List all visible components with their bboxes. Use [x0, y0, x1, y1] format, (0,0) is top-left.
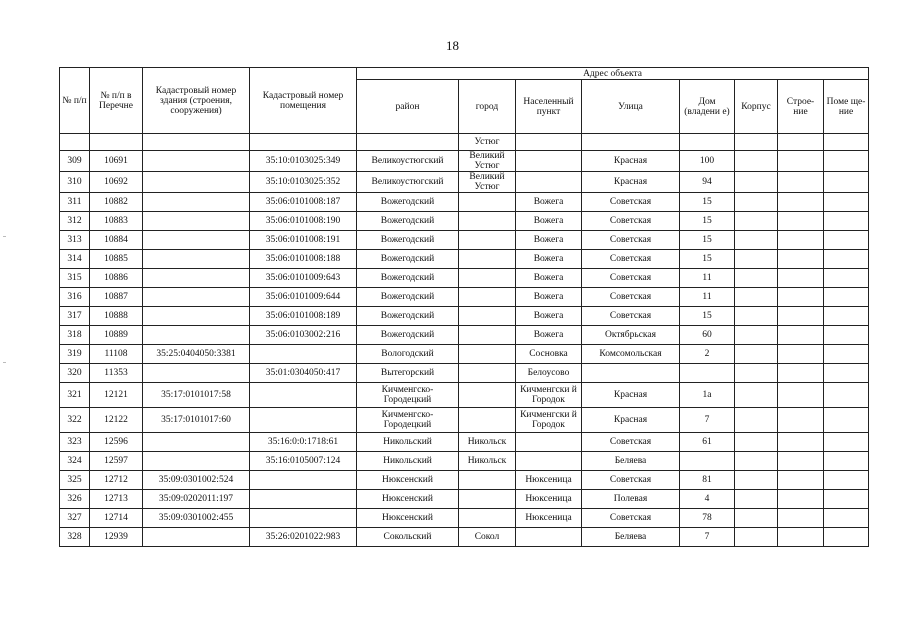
table-cell: Октябрьская — [582, 326, 680, 345]
table-cell — [824, 288, 869, 307]
table-cell — [680, 452, 735, 471]
table-cell — [735, 433, 778, 452]
table-cell: 319 — [60, 345, 90, 364]
table-cell — [824, 326, 869, 345]
table-cell: 314 — [60, 250, 90, 269]
table-cell — [582, 364, 680, 383]
table-cell — [143, 326, 250, 345]
table-cell: Красная — [582, 408, 680, 433]
table-cell — [735, 288, 778, 307]
table-body — [60, 134, 869, 547]
table-cell: 35:06:0101008:187 — [250, 193, 357, 212]
table-cell — [143, 134, 250, 151]
table-cell: 35:16:0105007:124 — [250, 452, 357, 471]
table-cell: 35:06:0101008:190 — [250, 212, 357, 231]
table-cell — [459, 509, 516, 528]
margin-mark — [3, 236, 6, 237]
table-cell: 11 — [680, 269, 735, 288]
table-cell: Вожегодский — [357, 212, 459, 231]
table-cell: 10889 — [90, 326, 143, 345]
table-cell: Красная — [582, 151, 680, 172]
table-row — [60, 212, 869, 231]
table-cell — [735, 172, 778, 193]
table-cell: Никольск — [459, 452, 516, 471]
table-row — [60, 490, 869, 509]
table-cell: 12596 — [90, 433, 143, 452]
table-cell: 322 — [60, 408, 90, 433]
table-row — [60, 307, 869, 326]
table-row — [60, 231, 869, 250]
table-cell — [582, 134, 680, 151]
table-cell — [250, 134, 357, 151]
table-cell — [250, 345, 357, 364]
table-cell — [735, 307, 778, 326]
table-cell: Великий Устюг — [459, 151, 516, 172]
table-row — [60, 452, 869, 471]
table-cell: 35:06:0101008:189 — [250, 307, 357, 326]
table-cell: 35:09:0301002:524 — [143, 471, 250, 490]
table-cell — [824, 471, 869, 490]
table-cell — [143, 172, 250, 193]
table-cell: 327 — [60, 509, 90, 528]
table-row — [60, 509, 869, 528]
table-cell — [735, 471, 778, 490]
table-cell — [459, 364, 516, 383]
table-cell: 323 — [60, 433, 90, 452]
table-cell — [778, 231, 824, 250]
table-cell — [778, 326, 824, 345]
table-cell: 11353 — [90, 364, 143, 383]
table-cell: 10887 — [90, 288, 143, 307]
table-cell: Вожега — [516, 269, 582, 288]
table-cell: 15 — [680, 193, 735, 212]
table-cell: Вожега — [516, 193, 582, 212]
header-list-no: № п/п в Перечне — [90, 68, 143, 134]
table-cell: 15 — [680, 250, 735, 269]
table-cell — [143, 231, 250, 250]
table-cell — [516, 452, 582, 471]
header-house: Дом (владени е) — [680, 80, 735, 134]
table-cell: 35:06:0103002:216 — [250, 326, 357, 345]
table-cell: Нюксенский — [357, 509, 459, 528]
table-cell — [778, 345, 824, 364]
table-cell — [735, 490, 778, 509]
carryover-row — [60, 134, 869, 151]
table-cell — [735, 231, 778, 250]
table-cell — [824, 433, 869, 452]
table-cell: 15 — [680, 212, 735, 231]
table-cell — [143, 269, 250, 288]
table-cell: 35:06:0101008:191 — [250, 231, 357, 250]
table-cell — [143, 212, 250, 231]
table-cell — [824, 452, 869, 471]
table-cell: 12121 — [90, 383, 143, 408]
table-cell: 320 — [60, 364, 90, 383]
table-cell: Беляева — [582, 452, 680, 471]
table-cell — [824, 364, 869, 383]
table-cell: Сокольский — [357, 528, 459, 547]
table-cell — [735, 250, 778, 269]
table-cell — [824, 383, 869, 408]
table-cell — [824, 269, 869, 288]
table-cell — [90, 134, 143, 151]
table-cell: Вожега — [516, 250, 582, 269]
table-cell: 15 — [680, 231, 735, 250]
table-cell — [824, 134, 869, 151]
table-cell: 2 — [680, 345, 735, 364]
table-cell — [680, 364, 735, 383]
table-cell: Полевая — [582, 490, 680, 509]
table-cell — [735, 528, 778, 547]
table-cell — [778, 452, 824, 471]
table-cell: 10882 — [90, 193, 143, 212]
table-cell — [824, 408, 869, 433]
table-cell: 325 — [60, 471, 90, 490]
table-cell — [735, 193, 778, 212]
table-cell — [824, 250, 869, 269]
table-cell — [778, 151, 824, 172]
header-cadastral-room: Кадастровый номер помещения — [250, 68, 357, 134]
table-cell — [824, 307, 869, 326]
table-cell — [735, 452, 778, 471]
table-row — [60, 193, 869, 212]
table-cell: 11108 — [90, 345, 143, 364]
table-row — [60, 471, 869, 490]
header-korpus: Корпус — [735, 80, 778, 134]
header-stroenie: Строе- ние — [778, 80, 824, 134]
table-cell: Белоусово — [516, 364, 582, 383]
table-row — [60, 172, 869, 193]
table-cell: 7 — [680, 408, 735, 433]
table-cell — [778, 134, 824, 151]
table-cell — [778, 212, 824, 231]
table-cell — [824, 231, 869, 250]
table-cell — [824, 151, 869, 172]
table-cell — [735, 151, 778, 172]
table-cell — [516, 433, 582, 452]
margin-mark — [3, 362, 6, 363]
table-cell: Вожегодский — [357, 307, 459, 326]
table-cell — [143, 307, 250, 326]
table-cell: Советская — [582, 433, 680, 452]
table-cell — [735, 383, 778, 408]
table-cell: Нюксеница — [516, 471, 582, 490]
table-cell: 10885 — [90, 250, 143, 269]
table-cell: 12714 — [90, 509, 143, 528]
table-cell — [778, 408, 824, 433]
table-row — [60, 250, 869, 269]
table-cell: 326 — [60, 490, 90, 509]
table-cell: 94 — [680, 172, 735, 193]
table-cell: Вожега — [516, 307, 582, 326]
table-cell — [824, 193, 869, 212]
table-row — [60, 345, 869, 364]
table-cell: Вожегодский — [357, 250, 459, 269]
table-cell — [250, 509, 357, 528]
table-cell — [357, 134, 459, 151]
table-cell: 100 — [680, 151, 735, 172]
table-cell: Советская — [582, 509, 680, 528]
table-cell: 35:17:0101017:60 — [143, 408, 250, 433]
table-cell: Вожегодский — [357, 269, 459, 288]
table-cell — [778, 193, 824, 212]
table-cell — [824, 528, 869, 547]
table-cell — [778, 433, 824, 452]
table-cell — [459, 471, 516, 490]
header-pomeshchenie: Поме ще- ние — [824, 80, 869, 134]
table-cell: Нюксеница — [516, 509, 582, 528]
table-cell: Вологодский — [357, 345, 459, 364]
table-cell — [459, 231, 516, 250]
table-cell: Беляева — [582, 528, 680, 547]
table-cell: 35:26:0201022:983 — [250, 528, 357, 547]
table-cell — [778, 528, 824, 547]
table-cell — [778, 509, 824, 528]
table-cell — [143, 193, 250, 212]
table-cell: Кичменгски й Городок — [516, 408, 582, 433]
table-cell — [735, 408, 778, 433]
table-cell: Кичменгско-Городецкий — [357, 408, 459, 433]
table-cell: 328 — [60, 528, 90, 547]
table-cell — [735, 345, 778, 364]
table-cell — [516, 134, 582, 151]
table-cell — [250, 471, 357, 490]
table-cell: 10691 — [90, 151, 143, 172]
table-cell: Устюг — [459, 134, 516, 151]
table-cell: Великий Устюг — [459, 172, 516, 193]
table-cell — [735, 134, 778, 151]
table-cell — [250, 408, 357, 433]
table-cell: 12939 — [90, 528, 143, 547]
table-cell: 35:01:0304050:417 — [250, 364, 357, 383]
table-cell: Вожегодский — [357, 288, 459, 307]
table-cell — [143, 364, 250, 383]
table-cell: Вожегодский — [357, 326, 459, 345]
table-cell — [459, 288, 516, 307]
table-cell: Никольский — [357, 433, 459, 452]
table-cell: 61 — [680, 433, 735, 452]
table-cell: 316 — [60, 288, 90, 307]
table-cell — [143, 151, 250, 172]
table-cell — [778, 364, 824, 383]
table-cell: 10886 — [90, 269, 143, 288]
header-settlement: Населенный пункт — [516, 80, 582, 134]
table-cell: 81 — [680, 471, 735, 490]
page-number: 18 — [446, 38, 459, 53]
table-cell — [778, 250, 824, 269]
table-row — [60, 269, 869, 288]
table-cell — [459, 212, 516, 231]
header-district: район — [357, 80, 459, 134]
table-cell: 35:06:0101008:188 — [250, 250, 357, 269]
table-cell: 309 — [60, 151, 90, 172]
table-cell: Никольск — [459, 433, 516, 452]
header-cadastral-building: Кадастровый номер здания (строения, сооружения) — [143, 68, 250, 134]
table-cell: 35:10:0103025:352 — [250, 172, 357, 193]
table-cell: Советская — [582, 250, 680, 269]
table-cell: 324 — [60, 452, 90, 471]
table-cell: 11 — [680, 288, 735, 307]
table-row — [60, 408, 869, 433]
table-cell — [143, 250, 250, 269]
table-row — [60, 326, 869, 345]
table-cell — [824, 212, 869, 231]
table-cell: Никольский — [357, 452, 459, 471]
table-cell: 10883 — [90, 212, 143, 231]
table-cell: Советская — [582, 288, 680, 307]
table-cell: 10888 — [90, 307, 143, 326]
header-no: № п/п — [60, 68, 90, 134]
table-cell: Нюксенский — [357, 471, 459, 490]
table-cell: Советская — [582, 231, 680, 250]
table-row — [60, 528, 869, 547]
table-cell: 315 — [60, 269, 90, 288]
table-cell — [516, 151, 582, 172]
table-cell — [459, 408, 516, 433]
table-cell — [143, 433, 250, 452]
table-cell: Вожега — [516, 326, 582, 345]
table-cell: 12597 — [90, 452, 143, 471]
table-row — [60, 383, 869, 408]
table-cell — [778, 172, 824, 193]
registry-table — [59, 67, 869, 547]
table-cell — [778, 490, 824, 509]
table-cell: 7 — [680, 528, 735, 547]
table-cell — [735, 509, 778, 528]
table-cell: Нюксеница — [516, 490, 582, 509]
table-cell: 12712 — [90, 471, 143, 490]
header-street: Улица — [582, 80, 680, 134]
table-cell — [680, 134, 735, 151]
table-cell: 35:10:0103025:349 — [250, 151, 357, 172]
table-cell: Комсомольская — [582, 345, 680, 364]
table-row — [60, 364, 869, 383]
table-cell: Кичменгско-Городецкий — [357, 383, 459, 408]
table-cell: 35:25:0404050:3381 — [143, 345, 250, 364]
table-cell: 10884 — [90, 231, 143, 250]
table-cell: Вожега — [516, 212, 582, 231]
table-cell — [824, 509, 869, 528]
table-cell: Сокол — [459, 528, 516, 547]
table-cell: Великоустюгский — [357, 151, 459, 172]
table-cell — [459, 383, 516, 408]
table-cell: Вожегодский — [357, 193, 459, 212]
table-cell: Нюксенский — [357, 490, 459, 509]
table-cell: 1а — [680, 383, 735, 408]
table-cell — [778, 288, 824, 307]
table-cell: 317 — [60, 307, 90, 326]
table-cell: 35:06:0101009:643 — [250, 269, 357, 288]
header-address-group: Адрес объекта — [357, 68, 869, 80]
table-cell — [459, 345, 516, 364]
table-cell — [459, 269, 516, 288]
table-cell — [459, 193, 516, 212]
table-cell: Великоустюгский — [357, 172, 459, 193]
table-cell: 321 — [60, 383, 90, 408]
table-cell — [143, 528, 250, 547]
table-cell: Советская — [582, 471, 680, 490]
table-cell — [250, 383, 357, 408]
table-cell: Советская — [582, 269, 680, 288]
table-cell: 318 — [60, 326, 90, 345]
table-cell — [735, 364, 778, 383]
table-cell: 35:16:0:0:1718:61 — [250, 433, 357, 452]
table-cell: 35:06:0101009:644 — [250, 288, 357, 307]
table-cell: 12713 — [90, 490, 143, 509]
table-cell — [143, 452, 250, 471]
table-cell — [778, 307, 824, 326]
table-cell: Вытегорский — [357, 364, 459, 383]
table-cell — [516, 172, 582, 193]
table-cell — [778, 471, 824, 490]
table-cell: Вожега — [516, 288, 582, 307]
table-row — [60, 433, 869, 452]
table-cell: Сосновка — [516, 345, 582, 364]
table-cell: Советская — [582, 307, 680, 326]
table-cell — [250, 490, 357, 509]
table-cell — [778, 269, 824, 288]
table-cell: 311 — [60, 193, 90, 212]
table-cell: 313 — [60, 231, 90, 250]
table-cell — [143, 288, 250, 307]
table-cell — [459, 326, 516, 345]
table-row — [60, 288, 869, 307]
table-cell — [459, 307, 516, 326]
table-cell — [459, 250, 516, 269]
table-cell — [735, 212, 778, 231]
table-cell — [516, 528, 582, 547]
table-cell: 35:09:0301002:455 — [143, 509, 250, 528]
table-cell: Вожегодский — [357, 231, 459, 250]
table-cell: 60 — [680, 326, 735, 345]
table-cell: 78 — [680, 509, 735, 528]
table-cell: Красная — [582, 172, 680, 193]
table-cell — [824, 490, 869, 509]
table-cell: 10692 — [90, 172, 143, 193]
table-cell: 15 — [680, 307, 735, 326]
table-cell — [735, 269, 778, 288]
table-cell — [735, 326, 778, 345]
table-cell — [459, 490, 516, 509]
table-cell — [60, 134, 90, 151]
table-cell — [824, 345, 869, 364]
table-cell: 4 — [680, 490, 735, 509]
table-cell — [824, 172, 869, 193]
table-cell — [778, 383, 824, 408]
table-row — [60, 151, 869, 172]
table-cell: Красная — [582, 383, 680, 408]
table-cell: Советская — [582, 193, 680, 212]
table-cell: Кичменгски й Городок — [516, 383, 582, 408]
table-cell: 12122 — [90, 408, 143, 433]
table-cell: 35:17:0101017:58 — [143, 383, 250, 408]
table-cell: Вожега — [516, 231, 582, 250]
table-cell: Советская — [582, 212, 680, 231]
table-cell: 310 — [60, 172, 90, 193]
header-city: город — [459, 80, 516, 134]
table-cell: 312 — [60, 212, 90, 231]
table-cell: 35:09:0202011:197 — [143, 490, 250, 509]
